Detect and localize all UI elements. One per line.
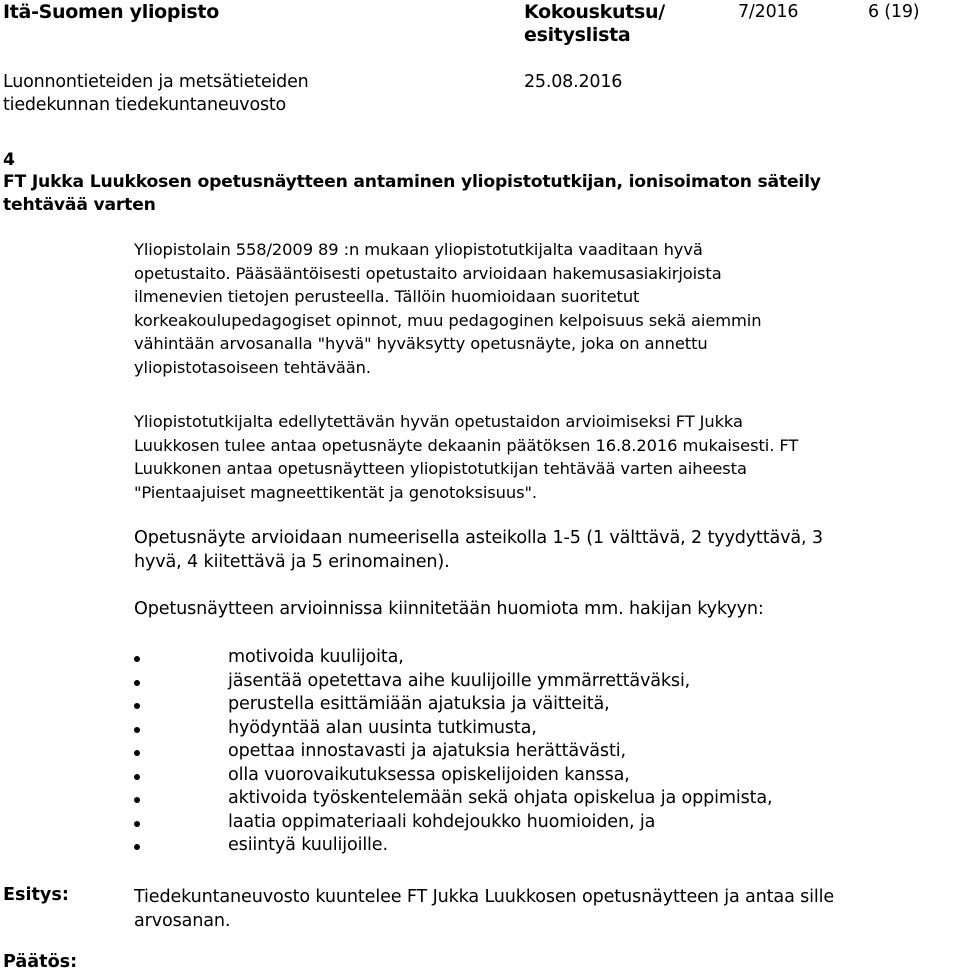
faculty-line2: tiedekunnan tiedekuntaneuvosto bbox=[3, 95, 287, 115]
list-item-label: olla vuorovaikutuksessa opiskelijoiden kanssa, bbox=[228, 764, 630, 785]
paragraph-line: ilmenevien tietojen perusteella. Tällöin huomioidaan suoritetut bbox=[134, 287, 640, 307]
list-item-label: laatia oppimateriaali kohdejoukko huomioiden, ja bbox=[228, 811, 656, 832]
bullet-icon bbox=[134, 750, 140, 756]
paragraph-line: Yliopistolain 558/2009 89 :n mukaan yliopistotutkijalta vaaditaan hyvä bbox=[134, 240, 703, 259]
paragraph-line: Opetusnäyte arvioidaan numeerisella asteikolla 1-5 (1 välttävä, 2 tyydyttävä, 3 bbox=[134, 528, 823, 548]
list-item-label: motivoida kuulijoita, bbox=[228, 647, 404, 667]
proposal-label: Esitys: bbox=[3, 885, 69, 905]
proposal-text bbox=[134, 885, 834, 933]
paragraph-line: korkeakoulupedagogiset opinnot, muu pedagoginen kelpoisuus sekä aiemmin bbox=[134, 310, 762, 330]
list-item-label: aktivoida työskentelemään sekä ohjata opiskelua ja oppimista, bbox=[228, 788, 773, 808]
bullet-icon bbox=[134, 797, 140, 803]
list-item-label: hyödyntää alan uusinta tutkimusta, bbox=[228, 717, 537, 738]
proposal-line: arvosanan. bbox=[134, 911, 231, 931]
paragraph-line: opetustaito. Pääsääntöisesti opetustaito arvioidaan hakemusasiakirjoista bbox=[134, 263, 722, 283]
paragraph-line: Yliopistotutkijalta edellytettävän hyvän opetustaidon arvioimiseksi FT Jukka bbox=[134, 412, 743, 431]
paragraph-line: "Pientaajuiset magneettikentät ja genotoksisuus". bbox=[134, 482, 537, 502]
university-name: Itä-Suomen yliopisto bbox=[3, 1, 219, 23]
paragraph-line: Luukkosen tulee antaa opetusnäyte dekaanin päätöksen 16.8.2016 mukaisesti. FT bbox=[134, 435, 799, 455]
item-number: 4 bbox=[3, 150, 15, 170]
bullet-icon bbox=[134, 656, 140, 662]
document-type-line1: Kokouskutsu/ bbox=[524, 1, 665, 23]
bullet-icon bbox=[134, 727, 140, 733]
paragraph-opetustaito bbox=[134, 238, 761, 380]
list-item-label: jäsentää opetettava aihe kuulijoille ymmärrettäväksi, bbox=[228, 670, 691, 691]
list-item-label: esiintyä kuulijoille. bbox=[228, 835, 388, 855]
item-title-line2: tehtävää varten bbox=[3, 195, 156, 215]
paragraph-line: Luukkonen antaa opetusnäytteen yliopistotutkijan tehtävää varten aiheesta bbox=[134, 459, 747, 479]
paragraph-arviointikriteerit-intro: Opetusnäytteen arvioinnissa kiinnitetään huomiota mm. hakijan kykyyn: bbox=[134, 599, 764, 619]
bullet-icon bbox=[134, 774, 140, 780]
list-item-label: perustella esittämiään ajatuksia ja väitteitä, bbox=[228, 694, 610, 714]
paragraph-line: yliopistotasoiseen tehtävään. bbox=[134, 357, 371, 377]
paragraph-arviointiasteikko bbox=[134, 526, 823, 574]
item-title-line1: FT Jukka Luukkosen opetusnäytteen antaminen yliopistotutkijan, ionisoimaton säteily bbox=[3, 172, 821, 192]
bullet-icon bbox=[134, 821, 140, 827]
proposal-line: Tiedekuntaneuvosto kuuntelee FT Jukka Luukkosen opetusnäytteen ja antaa sille bbox=[134, 887, 835, 907]
paragraph-line: hyvä, 4 kiitettävä ja 5 erinomainen). bbox=[134, 552, 450, 572]
page-number: 6 (19) bbox=[868, 2, 920, 22]
bullet-icon bbox=[134, 680, 140, 686]
paragraph-opetusnayte bbox=[134, 410, 798, 504]
decision-label: Päätös: bbox=[3, 952, 78, 972]
meeting-number: 7/2016 bbox=[738, 2, 799, 22]
meeting-date: 25.08.2016 bbox=[524, 72, 623, 92]
bullet-icon bbox=[134, 703, 140, 709]
bullet-icon bbox=[134, 844, 140, 850]
faculty-line1: Luonnontieteiden ja metsätieteiden bbox=[3, 72, 309, 92]
paragraph-line: vähintään arvosanalla "hyvä" hyväksytty opetusnäyte, joka on annettu bbox=[134, 334, 708, 354]
document-type-line2: esityslista bbox=[524, 24, 631, 46]
list-item-label: opettaa innostavasti ja ajatuksia herättävästi, bbox=[228, 741, 626, 761]
